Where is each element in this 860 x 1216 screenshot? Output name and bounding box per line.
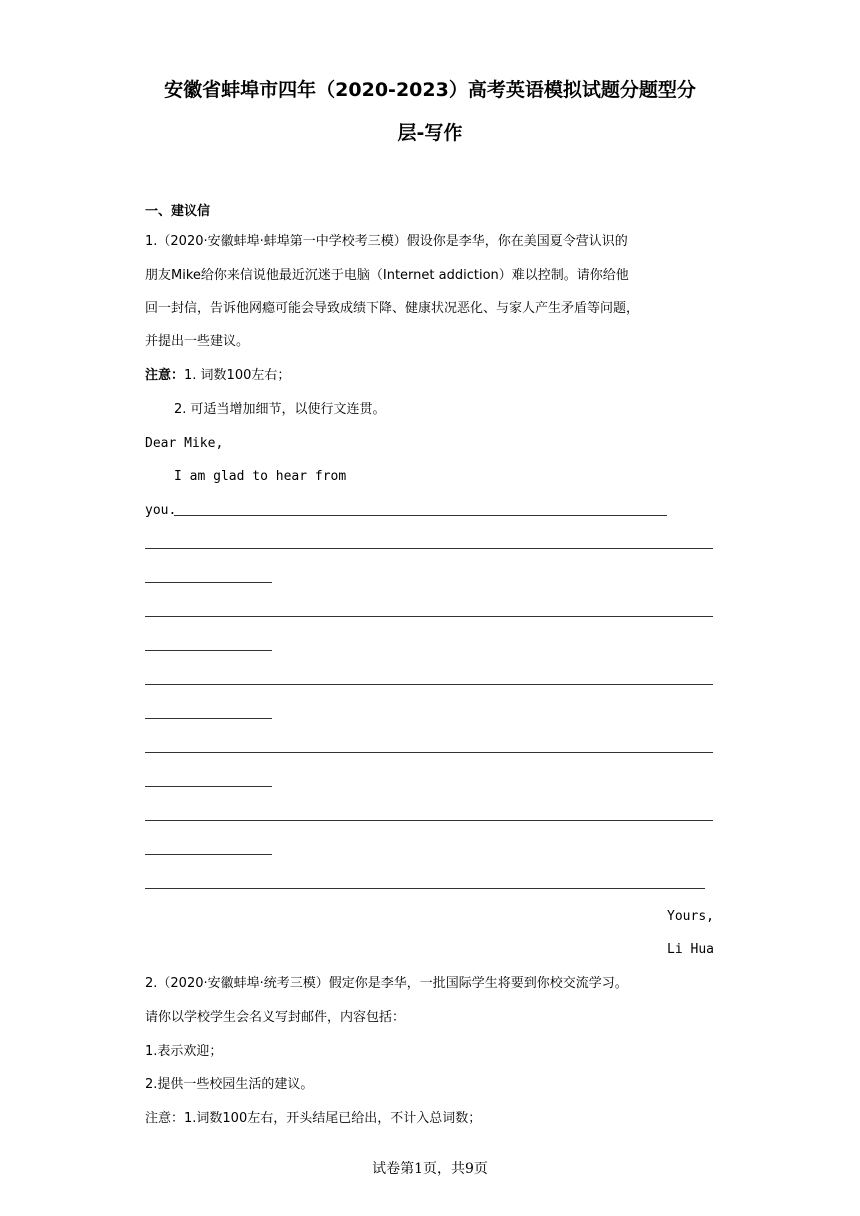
question-1-text-line: 回一封信，告诉他网瘾可能会导致成绩下降、健康状况恶化、与家人产生矛盾等问题， — [145, 301, 640, 316]
letter-opening: I am glad to hear from — [174, 469, 347, 484]
letter-closing: Yours, — [667, 909, 714, 924]
note-label: 注意： — [145, 368, 185, 383]
question-1-text-line: 1.（2020·安徽蚌埠·蚌埠第一中学校考三模）假设你是李华，你在美国夏令营认识的 — [145, 234, 628, 249]
writing-line[interactable] — [145, 854, 272, 855]
writing-line[interactable] — [145, 888, 705, 889]
writing-line[interactable] — [145, 548, 713, 549]
writing-line[interactable] — [145, 718, 272, 719]
letter-salutation: Dear Mike, — [145, 436, 224, 451]
question-2-text-line: 2.（2020·安徽蚌埠·统考三模）假定你是李华，一批国际学生将要到你校交流学习。 — [145, 976, 628, 991]
question-2-text-line: 请你以学校学生会名义写封邮件，内容包括： — [145, 1010, 406, 1025]
writing-line[interactable] — [145, 616, 713, 617]
letter-opening-continued: you. — [145, 503, 177, 518]
writing-line[interactable] — [145, 582, 272, 583]
section-heading: 一、建议信 — [145, 204, 211, 219]
note-item-1: 1. 词数100左右； — [184, 368, 291, 383]
note-item-2: 2. 可适当增加细节，以使行文连贯。 — [174, 402, 386, 417]
question-2-text-line: 注意：1.词数100左右，开头结尾已给出，不计入总词数； — [145, 1111, 482, 1126]
writing-line[interactable] — [174, 515, 667, 516]
writing-line[interactable] — [145, 684, 713, 685]
letter-signature: Li Hua — [667, 942, 714, 957]
page-title-line-2: 层-写作 — [397, 122, 463, 144]
writing-line[interactable] — [145, 752, 713, 753]
page-title-line-1: 安徽省蚌埠市四年（2020-2023）高考英语模拟试题分题型分 — [164, 79, 696, 101]
question-1-note — [145, 366, 290, 386]
writing-line[interactable] — [145, 650, 272, 651]
question-2-text-line: 1.表示欢迎； — [145, 1044, 223, 1059]
question-1-text-line: 并提出一些建议。 — [145, 334, 250, 349]
question-1-text-line: 朋友Mike给你来信说他最近沉迷于电脑（Internet addiction）难以控制。请你给他 — [145, 268, 629, 283]
page-footer: 试卷第1页，共9页 — [372, 1161, 488, 1177]
writing-line[interactable] — [145, 786, 272, 787]
question-2-text-line: 2.提供一些校园生活的建议。 — [145, 1077, 314, 1092]
writing-line[interactable] — [145, 820, 713, 821]
